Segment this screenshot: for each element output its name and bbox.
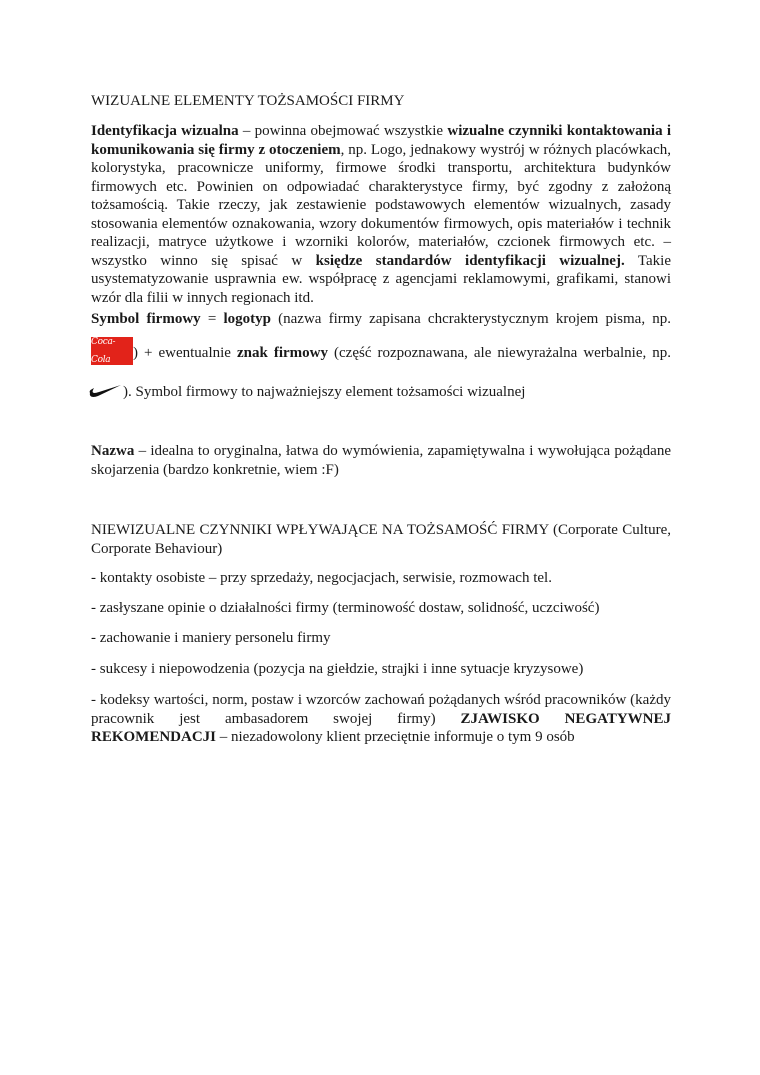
term-identyfikacja: Identyfikacja wizualna bbox=[91, 123, 239, 139]
bold-znak: znak firmowy bbox=[236, 344, 328, 361]
bold-ksiega: księdze standardów identyfikacji wizualnej. bbox=[315, 252, 625, 269]
list-item: - sukcesy i niepowodzenia (pozycja na giełdzie, strajki i inne sytuacje kryzysowe) bbox=[91, 661, 584, 677]
list-item: - zasłyszane opinie o działalności firmy (terminowość dostaw, solidność, uczciwość) bbox=[91, 600, 600, 616]
paragraph-symbol bbox=[91, 310, 671, 405]
text-span: ) + ewentualnie bbox=[133, 344, 237, 361]
page-title: WIZUALNE ELEMENTY TOŻSAMOŚCI FIRMY bbox=[91, 93, 405, 109]
nike-swoosh-icon bbox=[88, 379, 122, 399]
text-span: – powinna obejmować wszystkie bbox=[238, 123, 448, 139]
text-span: – idealna to oryginalna, łatwa do wymówienia, zapamiętywalna i wywołująca pożądane skojarzenia (bardzo konkretnie, wiem :F) bbox=[91, 443, 671, 478]
section-heading-niewizualne: NIEWIZUALNE CZYNNIKI WPŁYWAJĄCE NA TOŻSAMOŚĆ FIRMY (Corporate Culture, Corporate Behaviour) bbox=[91, 522, 671, 557]
bold-czynniki: wizualne czynniki kontaktowania i komunikowania się firmy z otoczeniem bbox=[91, 123, 672, 158]
coca-cola-logo bbox=[91, 337, 133, 365]
paragraph-nazwa bbox=[91, 442, 671, 479]
text-span: (część rozpoznawana, ale niewyrażalna werbalnie, np. bbox=[328, 344, 672, 361]
text-span bbox=[91, 344, 671, 363]
paragraph-identyfikacja bbox=[91, 122, 671, 307]
term-symbol: Symbol firmowy bbox=[91, 311, 201, 327]
text-span: = bbox=[200, 311, 224, 327]
text-span: Takie usystematyzowanie usprawnia ew. współpracę z agencjami reklamowymi, grafikami, stanowi wzór dla filii w innych regionach itd. bbox=[91, 252, 671, 306]
list-item: - kontakty osobiste – przy sprzedaży, negocjacjach, serwisie, rozmowach tel. bbox=[91, 570, 552, 586]
coca-cola-logo-text: Coca-Cola bbox=[91, 336, 116, 365]
text-span: - kodeksy wartości, norm, postaw i wzorców zachowań pożądanych wśród pracowników (każdy pracownik jest ambasadorem swojej firmy) bbox=[91, 692, 671, 727]
symbol-line-2 bbox=[91, 337, 671, 369]
text-span: – niezadowolony klient przeciętnie informuje o tym 9 osób bbox=[216, 729, 575, 745]
list-item bbox=[91, 691, 671, 747]
list-item: - zachowanie i maniery personelu firmy bbox=[91, 630, 331, 646]
term-nazwa: Nazwa bbox=[91, 443, 135, 459]
text-span: (nazwa firmy zapisana chcrakterystycznym krojem pisma, np. bbox=[270, 311, 671, 327]
bold-logotyp: logotyp bbox=[223, 311, 271, 327]
symbol-line-3 bbox=[91, 379, 671, 405]
text-span: , np. Logo, jednakowy wystrój w różnych placówkach, kolorystyka, pracownicze uniformy, firmowe środki transportu, architektura budynków firmowych etc. Powinien on odpowiadać charakterystyce firmy, być zgodny z założoną tożsamością. Takie rzeczy, jak zestawienie podstawowych elementów wizualnych, zasady stosowania elementów oznakowania, wzory dokumentów firmowych, opis materiałów i technik realizacji, matryce użytkowe i wzorniki kolorów, materiałów, czcionek firmowych etc. – wszystko winno się spisać w bbox=[91, 141, 671, 269]
symbol-line-1 bbox=[91, 310, 671, 329]
text-span: ). Symbol firmowy to najważniejszy element tożsamości wizualnej bbox=[123, 383, 526, 400]
bold-zjawisko: ZJAWISKO NEGATYWNEJ REKOMENDACJI bbox=[91, 710, 672, 745]
